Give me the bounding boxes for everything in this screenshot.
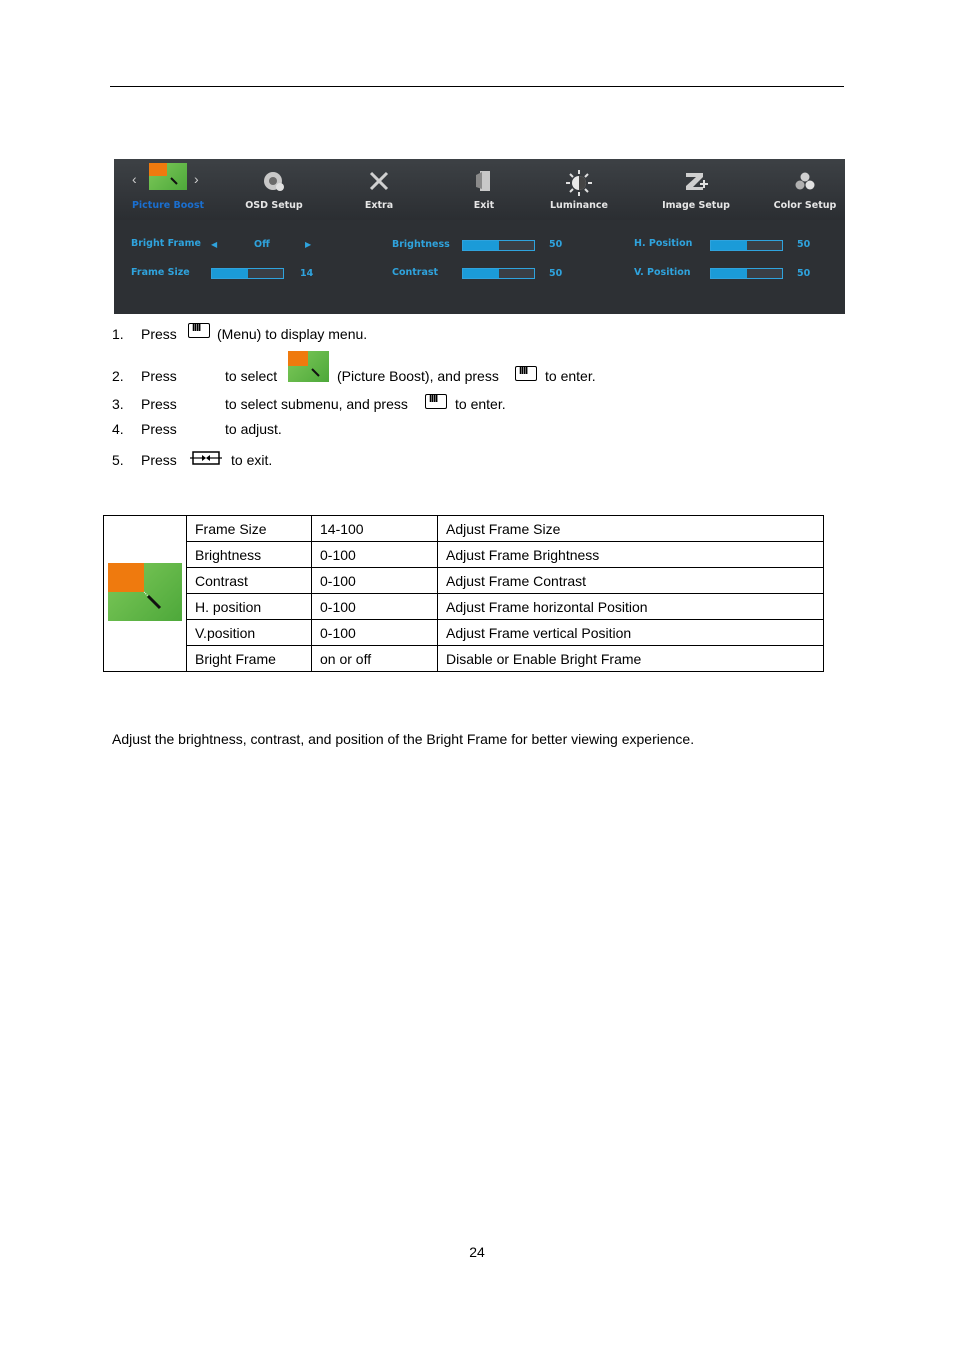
osd-menu-panel: [114, 159, 845, 314]
h-position-slider[interactable]: [710, 240, 783, 251]
table-cell: Adjust Frame horizontal Position: [438, 594, 824, 620]
table-cell: Frame Size: [187, 516, 312, 542]
menu-item-luminance[interactable]: [539, 159, 619, 220]
step-number: 1.: [112, 326, 124, 342]
description-text: Adjust the brightness, contrast, and position of the Bright Frame for better viewing experience.: [112, 731, 695, 747]
page-number: 24: [469, 1244, 485, 1260]
table-cell: 0-100: [312, 542, 438, 568]
v-position-label: V. Position: [634, 267, 691, 278]
menu-label: Image Setup: [662, 200, 730, 211]
step-press: Press: [141, 421, 177, 437]
menu-item-picture-boost[interactable]: [128, 159, 208, 220]
table-cell: Adjust Frame Brightness: [438, 542, 824, 568]
header-rule: [110, 86, 844, 87]
table-cell: 0-100: [312, 568, 438, 594]
arrow-right-icon[interactable]: ▶: [305, 240, 312, 249]
menu-item-image-setup[interactable]: [656, 159, 736, 220]
settings-table: [103, 515, 824, 672]
menu-item-osd-setup[interactable]: [234, 159, 314, 220]
table-cell: Adjust Frame vertical Position: [438, 620, 824, 646]
extra-icon: [367, 169, 391, 196]
menu-label: Color Setup: [773, 200, 837, 211]
table-cell: V.position: [187, 620, 312, 646]
menu-item-exit[interactable]: [444, 159, 524, 220]
step-press: Press: [141, 326, 177, 342]
table-cell: Adjust Frame Contrast: [438, 568, 824, 594]
table-row: [104, 646, 824, 672]
arrow-left-icon[interactable]: ◀: [211, 240, 218, 249]
step-text: to enter.: [545, 368, 596, 384]
step-text: (Picture Boost), and press: [337, 368, 499, 384]
brightness-slider[interactable]: [462, 240, 535, 251]
menu-label: Extra: [364, 200, 394, 211]
table-row: [104, 516, 824, 542]
table-row: [104, 568, 824, 594]
frame-size-label: Frame Size: [131, 267, 190, 278]
chevron-right-icon[interactable]: ›: [194, 171, 199, 187]
menu-item-color-setup[interactable]: [765, 159, 845, 220]
table-cell: Disable or Enable Bright Frame: [438, 646, 824, 672]
brightness-label: Brightness: [392, 239, 450, 250]
picture-boost-icon: [149, 163, 187, 190]
table-row: [104, 542, 824, 568]
table-cell: Contrast: [187, 568, 312, 594]
menu-item-extra[interactable]: [339, 159, 419, 220]
luminance-icon: [565, 169, 593, 200]
bright-frame-label: Bright Frame: [131, 238, 201, 249]
image-setup-icon: [683, 169, 709, 196]
table-cell: H. position: [187, 594, 312, 620]
v-position-slider[interactable]: [710, 268, 783, 279]
step-text: (Menu) to display menu.: [217, 326, 368, 342]
menu-button-icon: [515, 366, 537, 381]
step-text: to enter.: [455, 396, 506, 412]
frame-size-value: 14: [300, 268, 314, 279]
chevron-left-icon[interactable]: ‹: [132, 171, 137, 187]
step-press: Press: [141, 452, 177, 468]
contrast-label: Contrast: [392, 267, 439, 278]
menu-button-icon: [188, 323, 210, 338]
osd-menu-bar: [114, 159, 845, 220]
step-text: to adjust.: [225, 421, 282, 437]
table-row: [104, 620, 824, 646]
step-press: Press: [141, 368, 177, 384]
step-text: to select submenu, and press: [225, 396, 408, 412]
brightness-value: 50: [549, 239, 563, 250]
contrast-value: 50: [549, 268, 563, 279]
exit-icon: [474, 169, 494, 196]
table-cell: Bright Frame: [187, 646, 312, 672]
table-cell: 0-100: [312, 594, 438, 620]
step-number: 3.: [112, 396, 124, 412]
menu-label: OSD Setup: [245, 200, 303, 211]
osd-setup-icon: [261, 169, 287, 196]
contrast-slider[interactable]: [462, 268, 535, 279]
table-cell: 0-100: [312, 620, 438, 646]
table-icon-cell: [104, 516, 187, 672]
frame-size-slider[interactable]: [211, 268, 284, 279]
menu-label: Picture Boost: [131, 200, 205, 211]
menu-label: Luminance: [550, 200, 608, 211]
osd-settings-area: [114, 220, 845, 314]
table-cell: Brightness: [187, 542, 312, 568]
menu-label: Exit: [473, 200, 495, 211]
table-row: [104, 594, 824, 620]
picture-boost-icon: [108, 563, 182, 621]
step-text: to exit.: [231, 452, 273, 468]
bright-frame-value[interactable]: Off: [254, 239, 270, 250]
h-position-value: 50: [797, 239, 811, 250]
menu-button-icon: [425, 394, 447, 409]
table-cell: Adjust Frame Size: [438, 516, 824, 542]
color-setup-icon: [793, 169, 817, 196]
step-number: 2.: [112, 368, 124, 384]
v-position-value: 50: [797, 268, 811, 279]
step-press: Press: [141, 396, 177, 412]
step-text: to select: [225, 368, 278, 384]
h-position-label: H. Position: [634, 238, 693, 249]
exit-button-icon: [190, 449, 222, 470]
step-number: 5.: [112, 452, 124, 468]
picture-boost-icon: [288, 351, 329, 382]
table-cell: on or off: [312, 646, 438, 672]
step-number: 4.: [112, 421, 124, 437]
table-cell: 14-100: [312, 516, 438, 542]
